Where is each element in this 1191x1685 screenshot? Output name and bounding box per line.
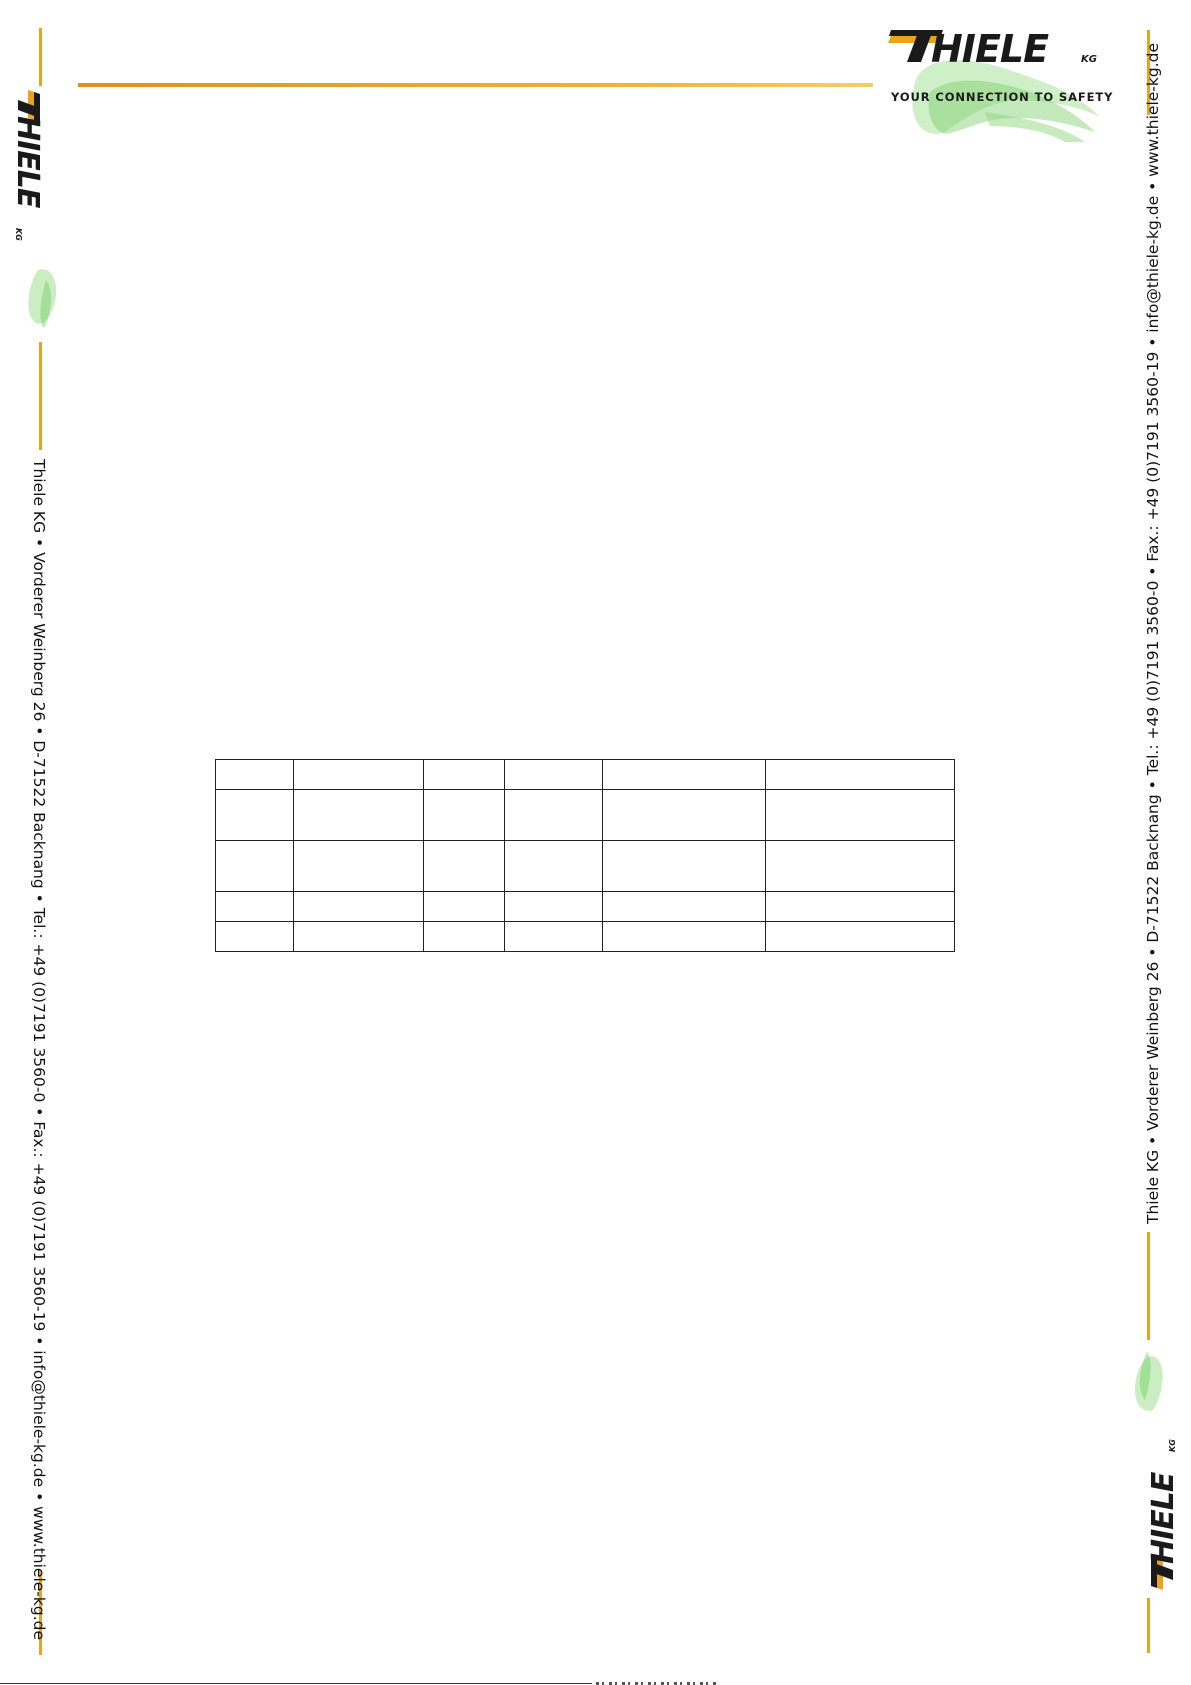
table-cell: [294, 841, 424, 892]
table-cell: [424, 922, 505, 952]
table-cell: [505, 790, 603, 841]
table-cell: [766, 892, 955, 922]
table-row: [216, 922, 955, 952]
table-cell: [505, 922, 603, 952]
company-logo: [885, 22, 1115, 142]
table-cell: [603, 841, 766, 892]
table-cell: [216, 892, 294, 922]
logo-wordmark: HIELE: [931, 27, 1049, 71]
table-cell: [294, 892, 424, 922]
table-cell: [505, 892, 603, 922]
table-cell: [216, 841, 294, 892]
table-cell: [294, 790, 424, 841]
contact-strip-right: Thiele KG • Vorderer Weinberg 26 • D-71522 Backnang • Tel.: +49 (0)7191 3560-0 • Fax.: +49 (0)7191 3560-19 • info@thiele-kg.de • www.thiele-kg.de: [1144, 43, 1162, 1224]
table-cell: [505, 760, 603, 790]
svg-text:KG: KG: [14, 228, 23, 241]
table-cell: [766, 841, 955, 892]
table-cell: [216, 790, 294, 841]
header-rule: [78, 83, 873, 87]
table-cell: [424, 892, 505, 922]
table-cell: [216, 922, 294, 952]
right-side-line-mid: [1147, 1232, 1150, 1340]
left-side-line-mid: [39, 342, 42, 450]
table-row: [216, 841, 955, 892]
left-side-logo: [10, 90, 63, 335]
right-side-line-bottom: [1147, 1598, 1150, 1653]
table-cell: [603, 760, 766, 790]
table-cell: [424, 841, 505, 892]
table-row: [216, 790, 955, 841]
data-table: [215, 759, 955, 952]
left-side-line-top: [39, 28, 42, 86]
svg-text:HIELE: HIELE: [1146, 1472, 1181, 1564]
contact-strip-left: Thiele KG • Vorderer Weinberg 26 • D-71522 Backnang • Tel.: +49 (0)7191 3560-0 • Fax.: +49 (0)7191 3560-19 • info@thiele-kg.de • www.thiele-kg.de: [30, 459, 48, 1640]
table-cell: [294, 760, 424, 790]
table-cell: [766, 760, 955, 790]
table-cell: [603, 892, 766, 922]
table-row: [216, 760, 955, 790]
table-cell: [216, 760, 294, 790]
table-cell: [424, 760, 505, 790]
logo-tagline: YOUR CONNECTION TO SAFETY: [891, 90, 1114, 104]
table-cell: [294, 922, 424, 952]
table-cell: [603, 922, 766, 952]
table-cell: [766, 790, 955, 841]
svg-text:HIELE: HIELE: [10, 116, 45, 208]
table-cell: [505, 841, 603, 892]
table-cell: [603, 790, 766, 841]
table-cell: [424, 790, 505, 841]
table-row: [216, 892, 955, 922]
bottom-rule: [0, 1683, 592, 1684]
right-side-logo: [1128, 1345, 1181, 1590]
svg-text:KG: KG: [1168, 1439, 1177, 1452]
svg-text:KG: KG: [1081, 54, 1097, 65]
table-cell: [766, 922, 955, 952]
